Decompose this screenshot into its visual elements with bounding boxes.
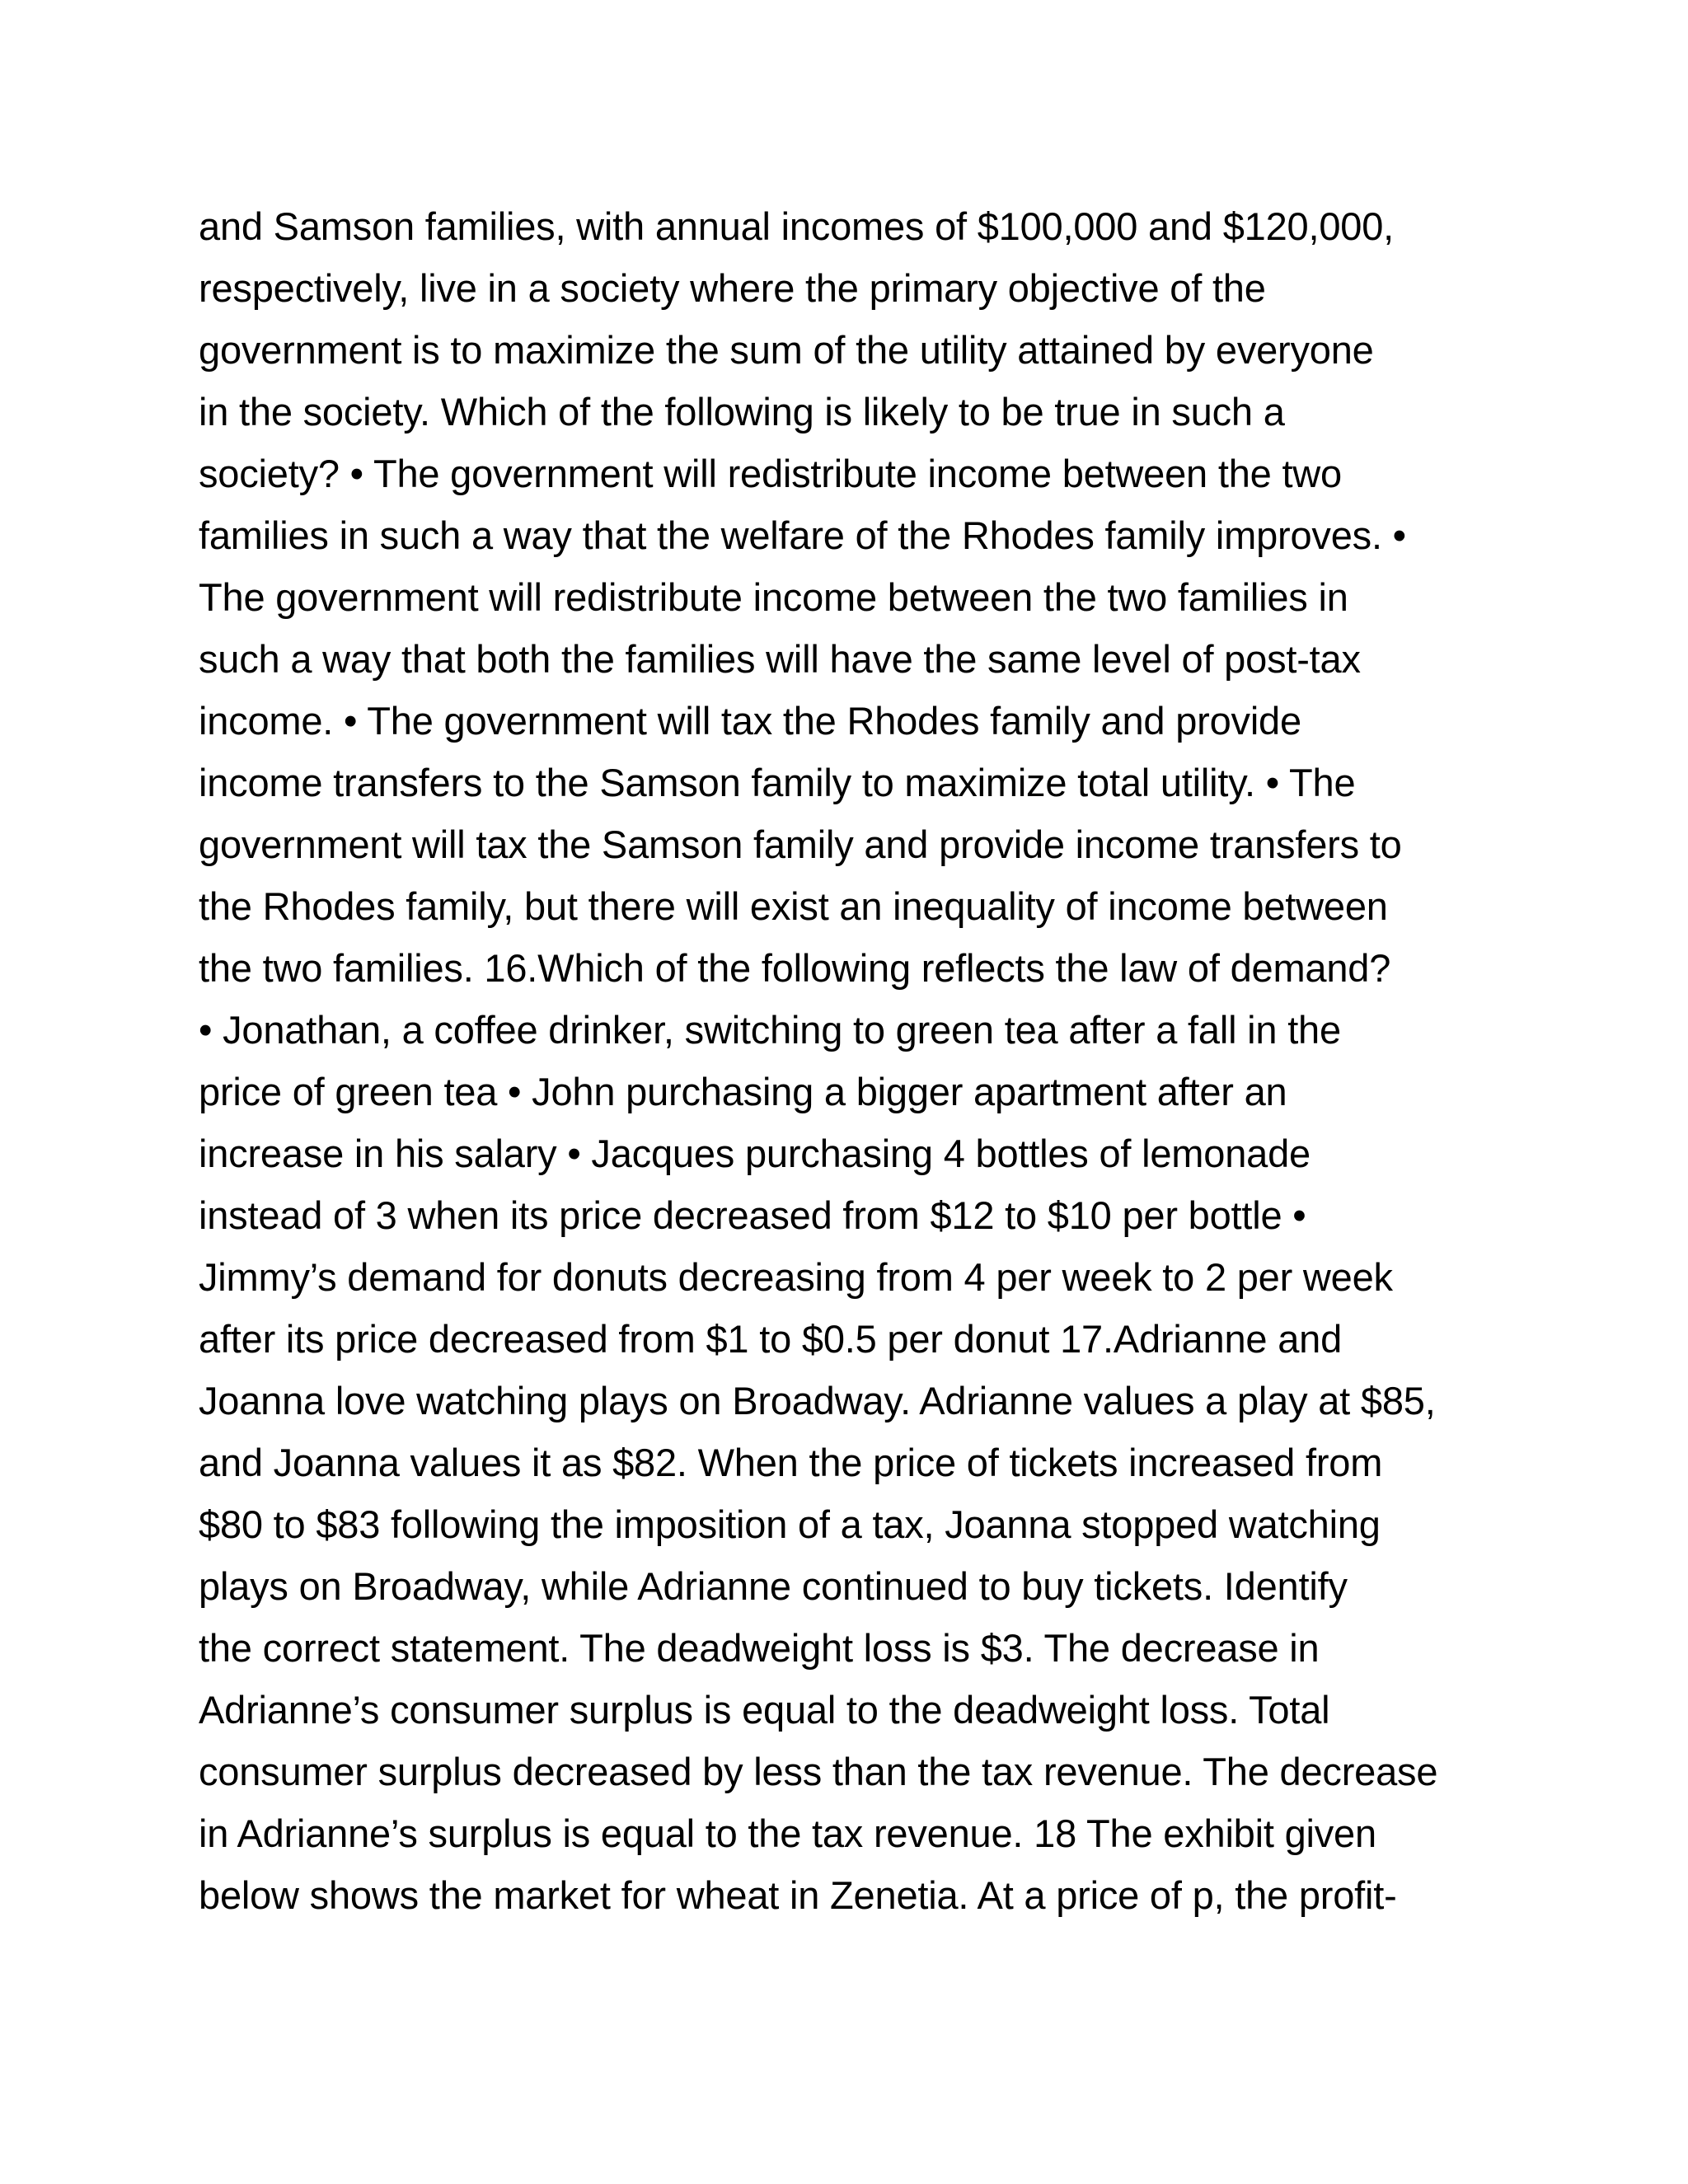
- text-line: consumer surplus decreased by less than the tax revenue. The decrease: [199, 1750, 1438, 1793]
- text-line: government is to maximize the sum of the utility attained by everyone: [199, 328, 1374, 372]
- text-line: after its price decreased from $1 to $0.5 per donut 17.Adrianne and: [199, 1317, 1343, 1361]
- text-line: • Jonathan, a coffee drinker, switching to green tea after a fall in the: [199, 1008, 1341, 1052]
- text-line: instead of 3 when its price decreased from $12 to $10 per bottle •: [199, 1193, 1306, 1237]
- text-line: Jimmy’s demand for donuts decreasing from 4 per week to 2 per week: [199, 1255, 1393, 1299]
- text-line: society? • The government will redistribute income between the two: [199, 452, 1342, 495]
- text-line: in Adrianne’s surplus is equal to the tax revenue. 18 The exhibit given: [199, 1811, 1376, 1855]
- text-line: Adrianne’s consumer surplus is equal to the deadweight loss. Total: [199, 1688, 1330, 1732]
- text-line: the Rhodes family, but there will exist an inequality of income between: [199, 884, 1388, 928]
- text-line: and Joanna values it as $82. When the price of tickets increased from: [199, 1441, 1383, 1484]
- text-line: the two families. 16.Which of the following reflects the law of demand?: [199, 946, 1391, 990]
- text-line: below shows the market for wheat in Zenetia. At a price of p, the profit-: [199, 1873, 1397, 1917]
- text-line: increase in his salary • Jacques purchasing 4 bottles of lemonade: [199, 1132, 1311, 1175]
- text-line: $80 to $83 following the imposition of a tax, Joanna stopped watching: [199, 1502, 1381, 1546]
- body-text: [199, 195, 1550, 1926]
- text-line: respectively, live in a society where the primary objective of the: [199, 266, 1266, 310]
- text-line: income transfers to the Samson family to maximize total utility. • The: [199, 761, 1356, 804]
- text-line: and Samson families, with annual incomes of $100,000 and $120,000,: [199, 204, 1394, 248]
- text-line: plays on Broadway, while Adrianne continued to buy tickets. Identify: [199, 1564, 1348, 1608]
- text-line: Joanna love watching plays on Broadway. Adrianne values a play at $85,: [199, 1379, 1436, 1422]
- text-line: government will tax the Samson family and provide income transfers to: [199, 823, 1402, 866]
- text-line: the correct statement. The deadweight loss is $3. The decrease in: [199, 1626, 1320, 1670]
- text-line: such a way that both the families will have the same level of post-tax: [199, 637, 1361, 681]
- text-line: The government will redistribute income between the two families in: [199, 575, 1348, 619]
- text-line: price of green tea • John purchasing a bigger apartment after an: [199, 1070, 1287, 1113]
- text-line: families in such a way that the welfare of the Rhodes family improves. •: [199, 513, 1406, 557]
- text-line: in the society. Which of the following is likely to be true in such a: [199, 390, 1285, 434]
- text-line: income. • The government will tax the Rhodes family and provide: [199, 699, 1301, 743]
